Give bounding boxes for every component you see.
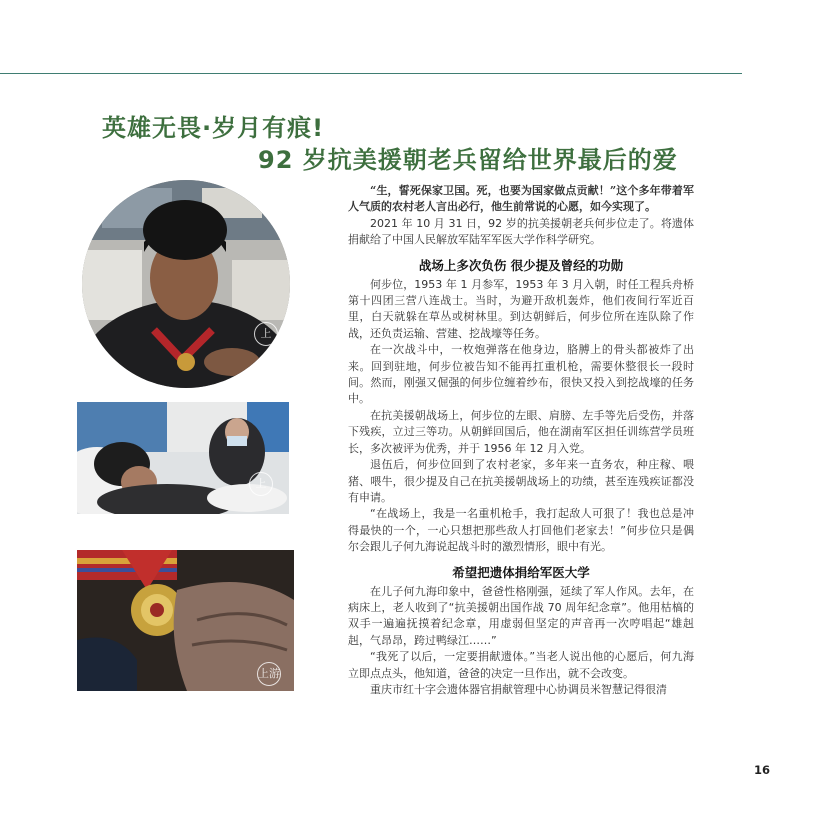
paragraph: 在儿子何九海印象中，爸爸性格刚强，延续了军人作风。去年，在病床上，老人收到了“抗美援朝出国作战 70 周年纪念章”。他用枯槁的双手一遍遍抚摸着纪念章，用虚弱但坚定的声音再一次哼唱起“雄赳赳，气昂昂，跨过鸭绿江……” — [348, 584, 694, 647]
paragraph: 在一次战斗中，一枚炮弹落在他身边，胳膊上的骨头都被炸了出来。回到驻地，何步位被告知不能再扛重机枪，需要休整很长一段时间。然而，刚强又倔强的何步位缠着纱布，很快又投入到挖战壕的任务中。 — [348, 343, 694, 406]
headline-line-2: 92 岁抗美援朝老兵留给世界最后的爱 — [258, 146, 678, 174]
watermark-logo-icon: 上 — [254, 322, 278, 346]
veteran-portrait-photo — [82, 180, 290, 388]
paragraph: 何步位，1953 年 1 月参军，1953 年 3 月入朝，时任工程兵舟桥第十四团三营八连战士。当时，为避开敌机轰炸，他们夜间行军近百里，白天就躲在草丛或树林里。到达朝鲜后，何步位所在连队除了作战，还负责运输、营建、挖战壕等任务。 — [348, 277, 694, 340]
page-number: 16 — [754, 763, 771, 777]
paragraph: 重庆市红十字会遗体器官捐献管理中心协调员米智慧记得很清 — [370, 682, 667, 696]
paragraph: “我死了以后，一定要捐献遗体。”当老人说出他的心愿后，何九海立即点点头，他知道，爸爸的决定一旦作出，就不会改变。 — [348, 650, 694, 680]
article-body — [348, 183, 694, 698]
intro-paragraph: 2021 年 10 月 31 日，92 岁的抗美援朝老兵何步位走了。将遗体捐献给了中国人民解放军陆军军医大学作科学研究。 — [348, 216, 694, 247]
section-heading-2: 希望把遗体捐给军医大学 — [452, 564, 590, 580]
intro-quote: “生，誓死保家卫国。死，也要为国家做点贡献！”这个多年带着军人气质的农村老人言出必行，他生前常说的心愿，如今实现了。 — [348, 184, 694, 214]
paragraph: 退伍后，何步位回到了农村老家，多年来一直务农，种庄稼、喂猪、喂牛，很少提及自己在抗美援朝战场上的功绩，甚至连残疾证都没有申请。 — [348, 458, 694, 504]
section-heading-1: 战场上多次负伤 很少提及曾经的功勋 — [418, 257, 624, 273]
medal-hands-photo — [77, 550, 294, 691]
watermark-logo-icon: 上 — [249, 472, 273, 496]
hospital-bed-photo — [77, 402, 289, 514]
watermark-logo-icon: 上游 — [257, 662, 281, 686]
paragraph: 在抗美援朝战场上，何步位的左眼、肩膀、左手等先后受伤，并落下残疾，立过三等功。从朝鲜回国后，他在湖南军区担任训练营学员班长，多次被评为优秀，并于 1956 年 12 月入党。 — [348, 408, 694, 455]
paragraph: “在战场上，我是一名重机枪手，我打起敌人可狠了！我也总是冲得最快的一个，一心只想把那些敌人打回他们老家去！”何步位只是偶尔会跟儿子何九海说起战斗时的激烈情形，眼中有光。 — [348, 507, 694, 554]
headline-line-1: 英雄无畏·岁月有痕! — [102, 114, 325, 142]
top-rule — [0, 73, 742, 74]
